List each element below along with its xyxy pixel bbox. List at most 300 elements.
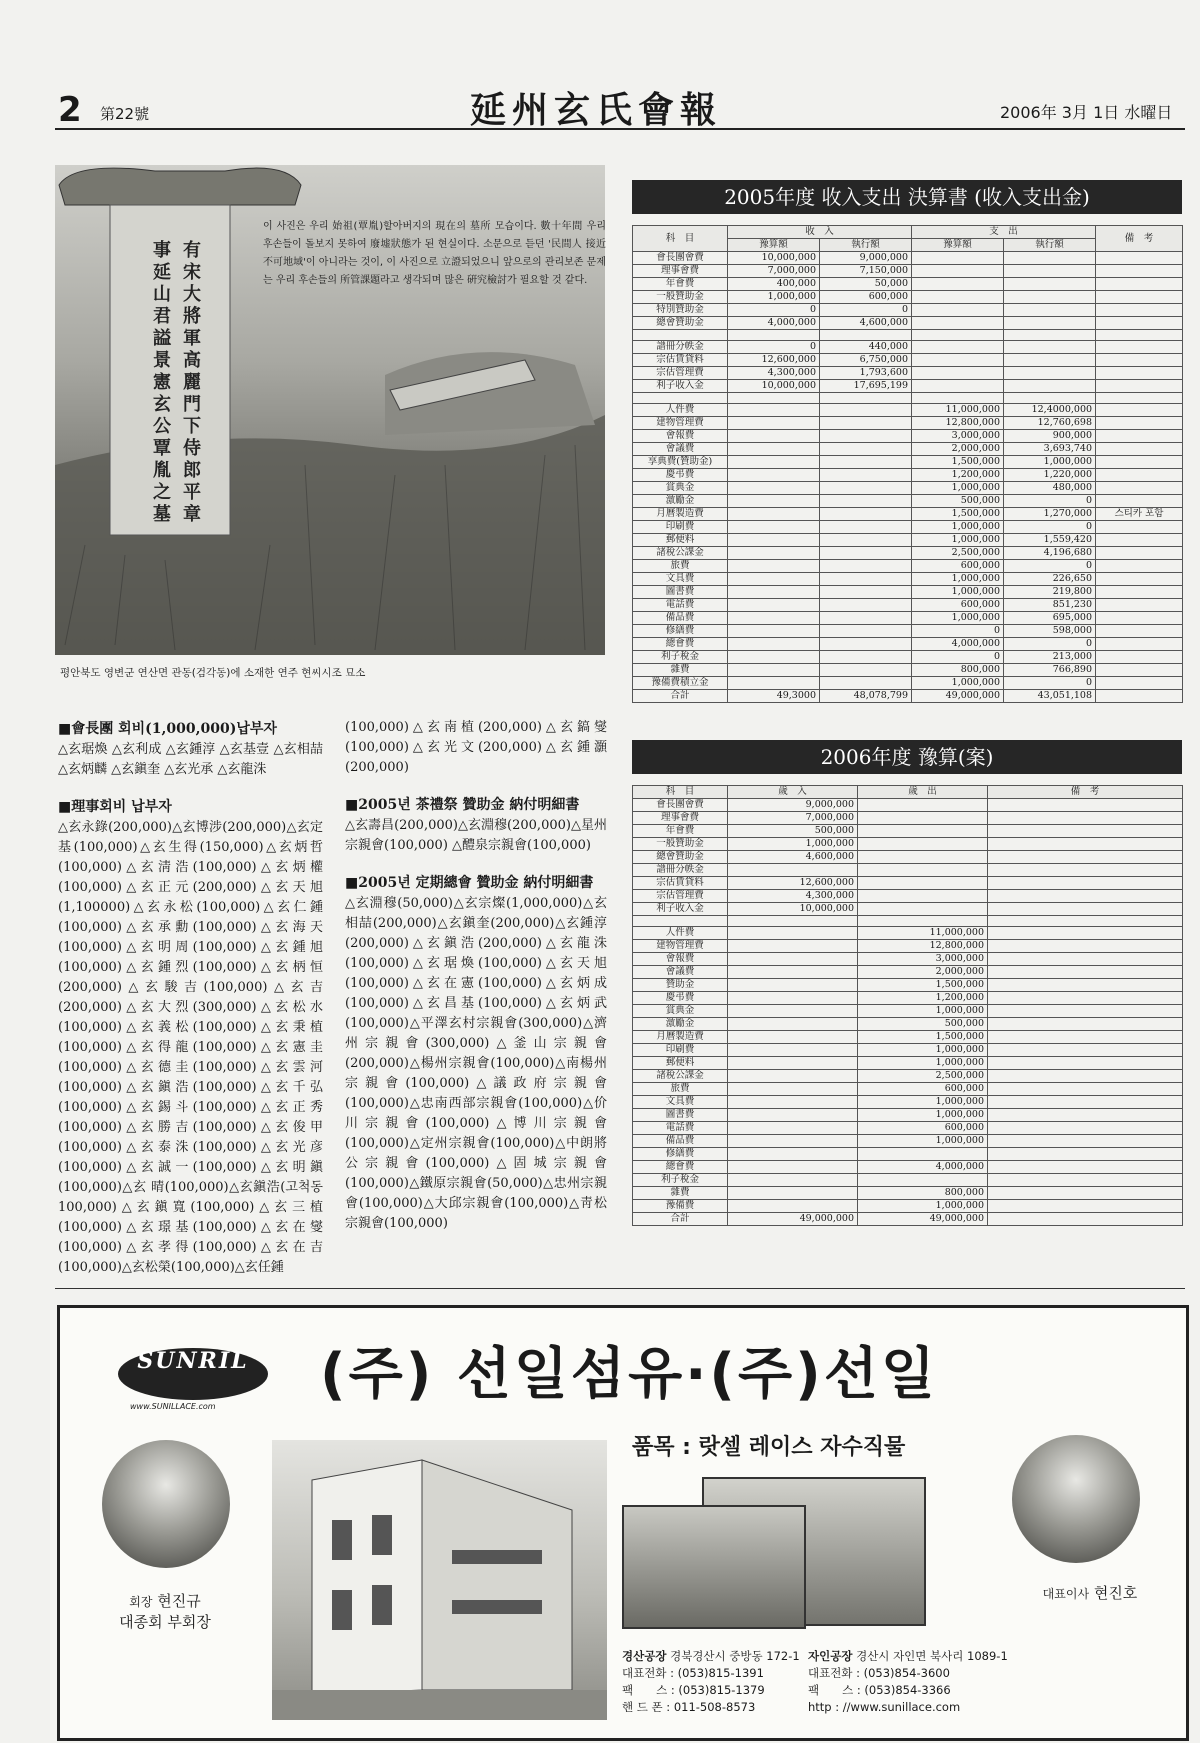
table-cell: 電話費 xyxy=(633,1122,728,1135)
table-cell xyxy=(1096,393,1183,404)
table-cell xyxy=(728,979,858,992)
table-row xyxy=(633,443,1183,456)
table-cell xyxy=(988,825,1183,838)
table-cell xyxy=(728,534,820,547)
table-cell xyxy=(820,495,912,508)
table-cell xyxy=(988,1161,1183,1174)
table-cell xyxy=(1004,317,1096,330)
table-cell xyxy=(858,916,988,927)
table-cell: 1,000,000 xyxy=(858,1096,988,1109)
table-row xyxy=(633,1044,1183,1057)
table-cell: 1,000,000 xyxy=(912,612,1004,625)
table-cell: 建物管理費 xyxy=(633,417,728,430)
website-link[interactable]: http : //www.sunillace.com xyxy=(808,1700,961,1714)
table-cell xyxy=(988,1187,1183,1200)
col-actual: 執行額 xyxy=(1004,239,1096,252)
table-cell xyxy=(820,417,912,430)
issue-number: 第22號 xyxy=(100,105,150,123)
table-cell xyxy=(912,354,1004,367)
table-cell: 文具費 xyxy=(633,1096,728,1109)
table-cell: 11,000,000 xyxy=(858,927,988,940)
table-cell: 48,078,799 xyxy=(820,690,912,703)
table-cell: 1,793,600 xyxy=(820,367,912,380)
budget-2006-table xyxy=(632,785,1183,1226)
table-cell xyxy=(988,799,1183,812)
table-cell: 12,4000,000 xyxy=(1004,404,1096,417)
table-cell xyxy=(633,916,728,927)
tel-label: 대표전화 xyxy=(622,1666,667,1680)
table-cell: 圖書費 xyxy=(633,1109,728,1122)
stele-inscription-left: 事延山君謚景憲玄公覃胤之墓 xyxy=(153,240,171,525)
table-cell: 一般贊助金 xyxy=(633,291,728,304)
table-cell: 3,693,740 xyxy=(1004,443,1096,456)
logo-url: www.SUNILLACE.com xyxy=(130,1402,216,1411)
table-cell xyxy=(912,330,1004,341)
table-cell: 스티카 포함 xyxy=(1096,508,1183,521)
table-cell xyxy=(728,1148,858,1161)
table-cell xyxy=(1096,612,1183,625)
table-cell xyxy=(1096,690,1183,703)
photo-caption: 평안북도 영변군 연산면 관동(검각동)에 소재한 연주 현씨시조 묘소 xyxy=(60,667,366,679)
table-cell: 月曆製造費 xyxy=(633,508,728,521)
table-row xyxy=(633,586,1183,599)
table-cell xyxy=(820,443,912,456)
table-cell: 合計 xyxy=(633,690,728,703)
table-cell: 600,000 xyxy=(858,1122,988,1135)
table-cell: 合計 xyxy=(633,1213,728,1226)
table-cell xyxy=(988,927,1183,940)
table-cell xyxy=(820,560,912,573)
table-cell xyxy=(1096,586,1183,599)
table-cell: 總會費 xyxy=(633,638,728,651)
table-row xyxy=(633,1096,1183,1109)
chairman-title: 대종회 부회장 xyxy=(119,1613,211,1631)
table-cell xyxy=(1096,304,1183,317)
table-cell: 600,000 xyxy=(858,1083,988,1096)
table-cell xyxy=(1096,317,1183,330)
issue-date: 2006年 3月 1日 水曜日 xyxy=(1000,103,1173,122)
table-cell: 12,800,000 xyxy=(858,940,988,953)
table-cell: 0 xyxy=(1004,495,1096,508)
table-row xyxy=(633,456,1183,469)
header-rule xyxy=(55,128,1185,130)
table-cell xyxy=(1004,265,1096,278)
table-cell xyxy=(1004,393,1096,404)
table-cell xyxy=(820,482,912,495)
table-cell: 49,000,000 xyxy=(912,690,1004,703)
table-cell xyxy=(728,599,820,612)
table-cell: 500,000 xyxy=(912,495,1004,508)
table-cell xyxy=(988,1096,1183,1109)
table-cell: 0 xyxy=(728,341,820,354)
donation-column-right xyxy=(345,718,607,1250)
section-rule xyxy=(55,1288,1185,1289)
table-cell xyxy=(912,393,1004,404)
table-cell xyxy=(728,651,820,664)
table-row xyxy=(633,664,1183,677)
ceo-portrait xyxy=(1012,1435,1140,1563)
col-expense: 支 出 xyxy=(912,226,1096,239)
table-cell: 會長團會費 xyxy=(633,799,728,812)
table-cell xyxy=(1096,291,1183,304)
table-cell: 695,000 xyxy=(1004,612,1096,625)
table-cell: 電話費 xyxy=(633,599,728,612)
table-cell: 1,000,000 xyxy=(912,482,1004,495)
table-cell: 1,000,000 xyxy=(912,586,1004,599)
mobile-label: 핸 드 폰 xyxy=(622,1700,663,1714)
table-cell xyxy=(988,1213,1183,1226)
table-cell xyxy=(988,953,1183,966)
table-row xyxy=(633,482,1183,495)
donation-heading: ■會長團 회비(1,000,000)납부자 xyxy=(58,721,277,737)
table-cell: 會議費 xyxy=(633,443,728,456)
table-cell xyxy=(988,903,1183,916)
table-cell xyxy=(912,317,1004,330)
table-cell: 10,000,000 xyxy=(728,903,858,916)
table-row xyxy=(633,927,1183,940)
table-cell: 0 xyxy=(912,651,1004,664)
table-cell: 年會費 xyxy=(633,825,728,838)
table-cell: 800,000 xyxy=(912,664,1004,677)
table-cell xyxy=(988,864,1183,877)
table-cell xyxy=(988,1200,1183,1213)
table-cell xyxy=(728,521,820,534)
table-row xyxy=(633,953,1183,966)
table-cell: 備品費 xyxy=(633,1135,728,1148)
table-cell xyxy=(728,482,820,495)
tel-number: : (053)815-1391 xyxy=(670,1666,764,1680)
donation-list: (100,000)△玄南植(200,000)△玄鎬燮(100,000)△玄光文(200,000)△玄鍾灝(200,000) xyxy=(345,720,607,775)
table-cell xyxy=(820,469,912,482)
table-cell: 理事會費 xyxy=(633,812,728,825)
table-cell xyxy=(1096,495,1183,508)
table-cell xyxy=(728,573,820,586)
table-cell xyxy=(820,508,912,521)
table-row xyxy=(633,278,1183,291)
table-row xyxy=(633,1174,1183,1187)
table-cell xyxy=(988,1057,1183,1070)
table-cell: 郵便料 xyxy=(633,1057,728,1070)
table-cell xyxy=(820,330,912,341)
table-cell: 9,000,000 xyxy=(820,252,912,265)
table-cell: 人件費 xyxy=(633,404,728,417)
page-number: 2 xyxy=(58,90,82,130)
table-cell: 2,500,000 xyxy=(858,1070,988,1083)
table-cell xyxy=(858,838,988,851)
contact-jain xyxy=(808,1648,1038,1716)
table-cell xyxy=(988,1148,1183,1161)
table-cell xyxy=(988,877,1183,890)
table-cell: 43,051,108 xyxy=(1004,690,1096,703)
table-cell: 1,000,000 xyxy=(912,521,1004,534)
table-cell: 慶弔費 xyxy=(633,469,728,482)
col-item: 科 目 xyxy=(633,226,728,252)
table-cell xyxy=(988,851,1183,864)
table-cell xyxy=(820,430,912,443)
table-cell xyxy=(858,890,988,903)
table-row xyxy=(633,903,1183,916)
table-cell: 7,000,000 xyxy=(728,812,858,825)
table-cell xyxy=(1096,367,1183,380)
col-income: 收 入 xyxy=(728,226,912,239)
factory-address: 경북경산시 중방동 172-1 xyxy=(670,1649,800,1663)
table-cell: 49,000,000 xyxy=(858,1213,988,1226)
table-cell: 0 xyxy=(1004,560,1096,573)
table-row xyxy=(633,430,1183,443)
table-cell xyxy=(820,534,912,547)
table-cell: 年會費 xyxy=(633,278,728,291)
table-cell: 4,300,000 xyxy=(728,367,820,380)
ceo-name: 현진호 xyxy=(1093,1584,1138,1602)
table-cell: 雜費 xyxy=(633,1187,728,1200)
table-row xyxy=(633,1057,1183,1070)
col-expense: 歲 出 xyxy=(858,786,988,799)
table-row xyxy=(633,417,1183,430)
table-cell xyxy=(1096,547,1183,560)
table-cell xyxy=(912,380,1004,393)
table-cell xyxy=(820,625,912,638)
table-row xyxy=(633,393,1183,404)
table-row xyxy=(633,612,1183,625)
table-cell: 1,270,000 xyxy=(1004,508,1096,521)
table-cell: 1,000,000 xyxy=(912,573,1004,586)
table-cell xyxy=(820,638,912,651)
fax-number: : (053)815-1379 xyxy=(670,1683,765,1697)
table-cell: 月曆製造費 xyxy=(633,1031,728,1044)
table-cell xyxy=(1096,252,1183,265)
table-row xyxy=(633,916,1183,927)
table-cell: 4,000,000 xyxy=(858,1161,988,1174)
table-row xyxy=(633,317,1183,330)
table-cell: 4,000,000 xyxy=(728,317,820,330)
table-row xyxy=(633,864,1183,877)
table-cell xyxy=(858,877,988,890)
table-cell: 1,000,000 xyxy=(912,677,1004,690)
table-cell: 圖書費 xyxy=(633,586,728,599)
table-cell xyxy=(728,1109,858,1122)
donation-heading: ■2005년 定期總會 贊助金 納付明細書 xyxy=(345,875,594,891)
table-cell: 1,000,000 xyxy=(858,1135,988,1148)
table-cell: 激勵金 xyxy=(633,1018,728,1031)
table-cell: 1,000,000 xyxy=(858,1005,988,1018)
table-row xyxy=(633,534,1183,547)
table-cell: 宗估賃貸料 xyxy=(633,877,728,890)
table-cell xyxy=(728,1018,858,1031)
table-cell xyxy=(1004,252,1096,265)
table-cell: 旅費 xyxy=(633,1083,728,1096)
table-cell: 851,230 xyxy=(1004,599,1096,612)
table-cell: 人件費 xyxy=(633,927,728,940)
table-cell: 4,196,680 xyxy=(1004,547,1096,560)
table-row xyxy=(633,690,1183,703)
table-cell xyxy=(1004,380,1096,393)
table-cell: 219,800 xyxy=(1004,586,1096,599)
table-cell xyxy=(820,404,912,417)
table-cell xyxy=(728,864,858,877)
table-cell: 賞典金 xyxy=(633,482,728,495)
table-cell xyxy=(820,393,912,404)
table-row xyxy=(633,1200,1183,1213)
table-cell: 總會費 xyxy=(633,1161,728,1174)
table-cell xyxy=(1004,330,1096,341)
table-row xyxy=(633,1148,1183,1161)
table-cell xyxy=(858,812,988,825)
table-cell xyxy=(728,495,820,508)
donation-heading: ■2005년 茶禮祭 贊助金 納付明細書 xyxy=(345,797,580,813)
table-row xyxy=(633,469,1183,482)
table-cell xyxy=(1004,341,1096,354)
table-cell: 利子稅金 xyxy=(633,651,728,664)
sunril-logo: SUNRIL xyxy=(118,1348,268,1400)
table-row xyxy=(633,812,1183,825)
company-building-photo xyxy=(272,1440,607,1720)
table-cell xyxy=(728,638,820,651)
table-cell: 226,650 xyxy=(1004,573,1096,586)
table-cell: 1,200,000 xyxy=(912,469,1004,482)
table-cell: 利子稅金 xyxy=(633,1174,728,1187)
table-cell: 修繕費 xyxy=(633,625,728,638)
tel-number: : (053)854-3600 xyxy=(856,1666,950,1680)
table-row xyxy=(633,890,1183,903)
table-cell xyxy=(912,367,1004,380)
table-cell xyxy=(988,1031,1183,1044)
table-cell xyxy=(1096,482,1183,495)
table-cell: 49,000,000 xyxy=(728,1213,858,1226)
table-row xyxy=(633,940,1183,953)
fax-number: : (053)854-3366 xyxy=(856,1683,951,1697)
table-cell xyxy=(858,851,988,864)
table-cell xyxy=(1096,430,1183,443)
table-cell xyxy=(728,393,820,404)
table-cell: 12,760,698 xyxy=(1004,417,1096,430)
table-row xyxy=(633,1161,1183,1174)
table-cell xyxy=(1096,573,1183,586)
table-cell: 譜冊分帙金 xyxy=(633,864,728,877)
ad-company-title: (주) 선일섬유·(주)선일 xyxy=(320,1342,938,1407)
table-cell: 49,3000 xyxy=(728,690,820,703)
table-cell xyxy=(728,677,820,690)
table-cell: 11,000,000 xyxy=(912,404,1004,417)
table-cell: 一般贊助金 xyxy=(633,838,728,851)
table-cell xyxy=(988,812,1183,825)
table-cell xyxy=(1004,278,1096,291)
chairman-role: 회장 xyxy=(129,1595,153,1609)
table-row xyxy=(633,265,1183,278)
table-row xyxy=(633,495,1183,508)
table-cell: 12,600,000 xyxy=(728,877,858,890)
table-cell xyxy=(988,1135,1183,1148)
table-cell xyxy=(728,1083,858,1096)
table-cell: 1,500,000 xyxy=(858,1031,988,1044)
table-cell xyxy=(1096,404,1183,417)
table-cell: 1,000,000 xyxy=(858,1044,988,1057)
table-row xyxy=(633,1018,1183,1031)
table-cell: 50,000 xyxy=(820,278,912,291)
table-cell: 宗估管理費 xyxy=(633,890,728,903)
table-row xyxy=(633,1187,1183,1200)
table-cell: 4,600,000 xyxy=(728,851,858,864)
table-cell: 會長團會費 xyxy=(633,252,728,265)
table-row xyxy=(633,341,1183,354)
table-cell: 宗估管理費 xyxy=(633,367,728,380)
table-row xyxy=(633,992,1183,1005)
table-cell: 慶弔費 xyxy=(633,992,728,1005)
table-cell xyxy=(1096,560,1183,573)
col-note: 備 考 xyxy=(1096,226,1183,252)
table-cell xyxy=(912,278,1004,291)
table-cell xyxy=(912,304,1004,317)
table-cell xyxy=(728,508,820,521)
table-cell xyxy=(728,547,820,560)
table-cell xyxy=(988,1044,1183,1057)
table-cell: 440,000 xyxy=(820,341,912,354)
table-cell xyxy=(1004,291,1096,304)
donation-list: △玄琚煥 △玄利成 △玄鍾淳 △玄基壹 △玄相喆 △玄炳麟 △玄鎭奎 △玄光承 △玄龍洙 xyxy=(58,742,323,777)
tel-label: 대표전화 xyxy=(808,1666,853,1680)
table-cell: 598,000 xyxy=(1004,625,1096,638)
table-cell xyxy=(858,903,988,916)
table-cell xyxy=(988,1005,1183,1018)
table-cell xyxy=(1096,265,1183,278)
table-cell: 0 xyxy=(1004,677,1096,690)
table-cell: 郵便料 xyxy=(633,534,728,547)
table-cell: 會報費 xyxy=(633,953,728,966)
table-cell xyxy=(988,838,1183,851)
table-row xyxy=(633,404,1183,417)
table-cell xyxy=(728,443,820,456)
table-cell xyxy=(728,430,820,443)
table-cell: 諸稅公課金 xyxy=(633,1070,728,1083)
table-cell xyxy=(1096,651,1183,664)
table-cell: 7,150,000 xyxy=(820,265,912,278)
table-cell xyxy=(820,586,912,599)
table-cell xyxy=(728,1096,858,1109)
table-row xyxy=(633,966,1183,979)
table-cell: 文具費 xyxy=(633,573,728,586)
table-cell xyxy=(988,1122,1183,1135)
table-cell: 印刷費 xyxy=(633,1044,728,1057)
table-row xyxy=(633,573,1183,586)
table-cell: 1,500,000 xyxy=(912,508,1004,521)
table-cell xyxy=(1096,469,1183,482)
table-cell: 600,000 xyxy=(912,560,1004,573)
table-cell xyxy=(988,1109,1183,1122)
table-cell: 豫備費 xyxy=(633,1200,728,1213)
col-budget: 豫算額 xyxy=(912,239,1004,252)
table-row xyxy=(633,560,1183,573)
table-row xyxy=(633,508,1183,521)
table-cell xyxy=(1096,638,1183,651)
ad-product-line: 품목 : 랏셀 레이스 자수직물 xyxy=(632,1435,906,1460)
col-income: 歲 入 xyxy=(728,786,858,799)
table-cell: 會報費 xyxy=(633,430,728,443)
table-cell: 4,600,000 xyxy=(820,317,912,330)
table-cell xyxy=(988,992,1183,1005)
table-cell: 會議費 xyxy=(633,966,728,979)
table-cell xyxy=(1096,625,1183,638)
table-cell: 享典費(贊助金) xyxy=(633,456,728,469)
table-cell xyxy=(1004,367,1096,380)
table-cell xyxy=(1096,534,1183,547)
table-cell: 1,000,000 xyxy=(912,534,1004,547)
table-row xyxy=(633,367,1183,380)
table-row xyxy=(633,1031,1183,1044)
table-cell xyxy=(988,940,1183,953)
table-cell xyxy=(728,469,820,482)
table-cell xyxy=(1096,677,1183,690)
table-cell xyxy=(988,979,1183,992)
donation-list: △玄壽昌(200,000)△玄淵穆(200,000)△星州宗親會(100,000) △醴泉宗親會(100,000) xyxy=(345,818,607,853)
